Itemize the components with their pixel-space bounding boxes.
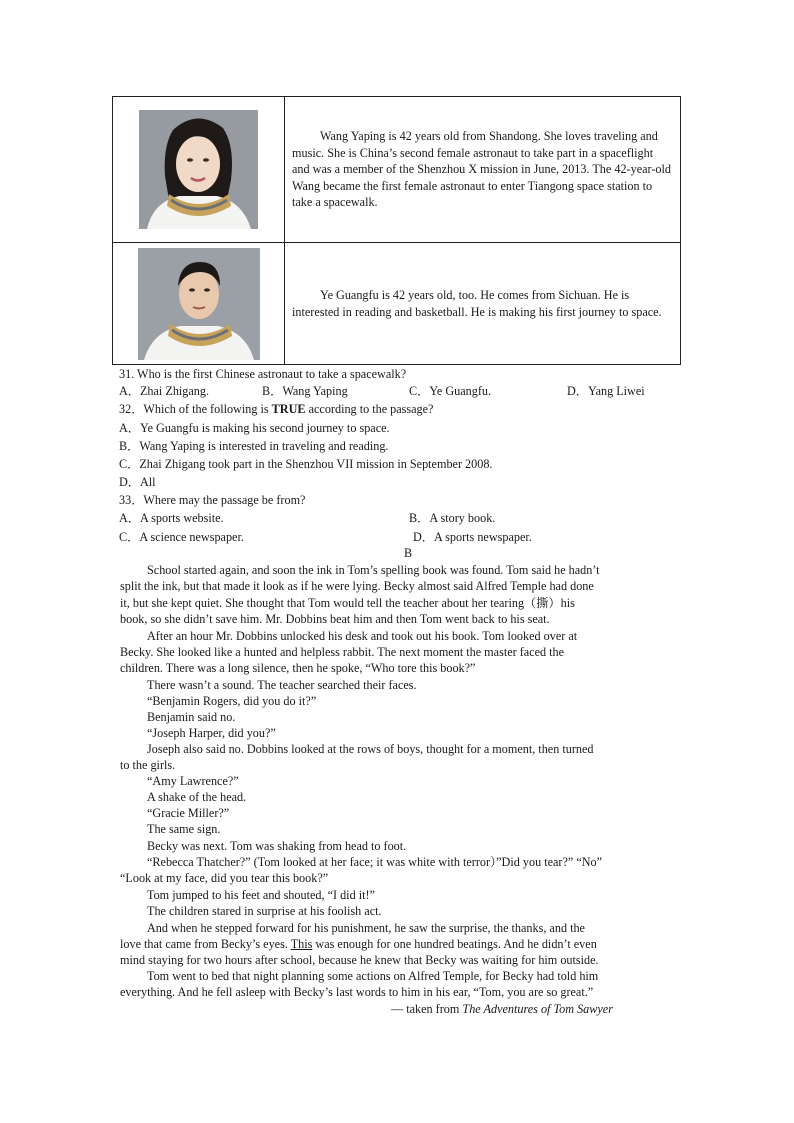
passage-line: to the girls. (120, 758, 176, 772)
source-prefix: — taken from (391, 1002, 463, 1016)
passage-line: Becky. She looked like a hunted and helpless rabbit. The next moment the master faced the (120, 645, 565, 659)
passage-line: The same sign. (147, 822, 221, 836)
passage-line: Benjamin said no. (147, 710, 236, 724)
passage-line: And when he stepped forward for his punishment, he saw the surprise, the thanks, and the (147, 921, 585, 935)
passage-line: everything. And he fell asleep with Becky’s last words to him in his ear, “Tom, you are so great.” (120, 985, 594, 999)
passage-line: Tom went to bed that night planning some actions on Alfred Temple, for Becky had told him (147, 969, 599, 983)
passage-line: Becky was next. Tom was shaking from head to foot. (147, 839, 407, 853)
question-32-option-b[interactable]: B．Wang Yaping is interested in traveling and reading. (119, 439, 389, 453)
question-31-option-c[interactable]: C．Ye Guangfu. (409, 384, 492, 398)
passage-line: “Rebecca Thatcher?” (Tom looked at her face; it was white with terror）”Did you tear?” “No” (147, 855, 603, 869)
profile-photo-cell (113, 97, 285, 243)
underlined-word-this: This (290, 937, 313, 951)
male-astronaut-portrait (138, 248, 260, 360)
profile-text-cell (285, 243, 681, 365)
passage-line: mind staying for two hours after school, because he knew that Becky was waiting for him outside. (120, 953, 599, 967)
profile-row (113, 97, 681, 243)
passage-line: After an hour Mr. Dobbins unlocked his desk and took out his book. Tom looked over at (147, 629, 578, 643)
passage-line: School started again, and soon the ink in Tom’s spelling book was found. Tom said he hadn’t (147, 563, 600, 577)
question-32-stem-keyword: TRUE (271, 402, 306, 416)
passage-b-heading: B (404, 546, 413, 560)
profile-row (113, 243, 681, 365)
passage-line: children. There was a long silence, then he spoke, “Who tore this book?” (120, 661, 476, 675)
passage-line: “Gracie Miller?” (147, 806, 230, 820)
question-33-stem: 33．Where may the passage be from? (119, 493, 306, 507)
question-32-option-c[interactable]: C．Zhai Zhigang took part in the Shenzhou VII mission in September 2008. (119, 457, 493, 471)
question-32-stem-after: according to the passage? (305, 402, 434, 416)
question-32-option-a[interactable]: A．Ye Guangfu is making his second journey to space. (119, 421, 390, 435)
passage-line (120, 936, 597, 952)
question-33-option-a[interactable]: A．A sports website. (119, 511, 224, 525)
question-31-stem: 31. Who is the first Chinese astronaut to take a spacewalk? (119, 367, 407, 381)
question-32-stem (119, 401, 433, 417)
passage-line: book, so she didn’t save him. Mr. Dobbins beat him and then Tom went back to his seat. (120, 612, 550, 626)
question-31-option-b[interactable]: B．Wang Yaping (262, 384, 348, 398)
passage-line-part: love that came from Becky’s eyes. (120, 937, 291, 951)
passage-line: it, but she kept quiet. She thought that Tom would tell the teacher about her tearing（撕）his (120, 596, 575, 610)
passage-line: Joseph also said no. Dobbins looked at the rows of boys, thought for a moment, then turned (147, 742, 594, 756)
passage-line: split the ink, but that made it look as if he were lying. Becky almost said Alfred Temple had done (120, 579, 594, 593)
question-32-stem-before: 32．Which of the following is (119, 402, 272, 416)
question-32-option-d[interactable]: D．All (119, 475, 156, 489)
passage-line: There wasn’t a sound. The teacher searched their faces. (147, 678, 417, 692)
astronaut-profile-table (112, 96, 681, 365)
question-31-option-d[interactable]: D．Yang Liwei (567, 384, 645, 398)
astronaut-photo-wang-yaping (139, 110, 258, 229)
passage-line: A shake of the head. (147, 790, 247, 804)
passage-source (391, 1001, 613, 1017)
profile-photo-cell (113, 243, 285, 365)
female-astronaut-portrait (139, 110, 258, 229)
ye-guangfu-description: Ye Guangfu is 42 years old, too. He comes from Sichuan. He is interested in reading and basketball. He is making his first journey to space. (292, 288, 662, 319)
passage-line-part: was enough for one hundred beatings. And he didn’t even (312, 937, 597, 951)
passage-line: “Look at my face, did you tear this book?” (120, 871, 329, 885)
profile-text-cell (285, 97, 681, 243)
passage-line: “Amy Lawrence?” (147, 774, 239, 788)
passage-line: “Benjamin Rogers, did you do it?” (147, 694, 317, 708)
wang-yaping-description: Wang Yaping is 42 years old from Shandong. She loves traveling and music. She is China’s second female astronaut to take part in a spaceflight and was a member of the Shenzhou X mission in June, 2013. The 42-year-old Wang became the first female astronaut to enter Tiangong space station to take a spacewalk. (292, 129, 671, 210)
question-31-option-a[interactable]: A．Zhai Zhigang. (119, 384, 210, 398)
passage-line: “Joseph Harper, did you?” (147, 726, 276, 740)
astronaut-photo-ye-guangfu (138, 248, 260, 360)
source-title: The Adventures of Tom Sawyer (462, 1002, 613, 1016)
passage-line: Tom jumped to his feet and shouted, “I did it!” (147, 888, 375, 902)
question-33-option-b[interactable]: B．A story book. (409, 511, 496, 525)
passage-line: The children stared in surprise at his foolish act. (147, 904, 382, 918)
question-33-option-d[interactable]: D．A sports newspaper. (413, 530, 532, 544)
question-33-option-c[interactable]: C．A science newspaper. (119, 530, 244, 544)
